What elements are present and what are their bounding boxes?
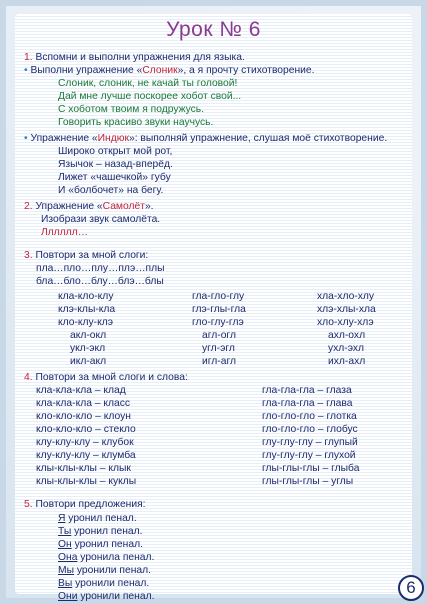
- syllable-row: бла…бло…блу…блэ…блы: [36, 276, 164, 287]
- section-3-title: Повтори за мной слоги:: [35, 250, 149, 261]
- exercise-indyuk-post: »: выполняй упражнение, слушая моё стихотворение.: [128, 133, 388, 144]
- syllable-kl: укл-экл: [70, 343, 106, 354]
- word-pair-right: глу-глу-глу – глупый: [262, 437, 358, 448]
- poem-1-line: Говорить красиво звуки научусь.: [58, 117, 214, 128]
- sentence-rest: уронил пенал.: [71, 526, 143, 537]
- word-pair-left: клу-клу-клу – клубок: [36, 437, 134, 448]
- syllable-gl: игл-агл: [202, 356, 236, 367]
- syllable-kl: клэ-клы-кла: [58, 304, 116, 315]
- syllable-gl: гло-глу-глэ: [192, 317, 244, 328]
- syllable-hl: ихл-ахл: [328, 356, 366, 367]
- section-5-title: Повтори предложения:: [35, 499, 146, 510]
- bullet-icon: •: [24, 133, 28, 144]
- word-pair-right: гло-гло-гло – глобус: [262, 424, 358, 435]
- poem-1-line: Слоник, слоник, не качай ты головой!: [58, 78, 238, 89]
- section-4-heading: [24, 372, 188, 384]
- section-2-name: Самолёт: [102, 201, 145, 212]
- word-pair-right: глы-глы-глы – углы: [262, 476, 354, 487]
- sentence-rest: уронил пенал.: [71, 539, 143, 550]
- exercise-slonik-post: », а я прочту стихотворение.: [177, 65, 315, 76]
- sentence: [58, 526, 143, 538]
- word-pair-left: кла-кла-кла – клад: [36, 385, 126, 396]
- syllable-kl: акл-окл: [70, 330, 107, 341]
- syllable-hl: хлэ-хлы-хла: [317, 304, 376, 315]
- poem-2-line: Широко открыт мой рот,: [58, 146, 173, 157]
- word-pair-right: глы-глы-глы – глыба: [262, 463, 360, 474]
- sentence-pronoun: Он: [58, 539, 72, 550]
- section-4-number: 4.: [24, 372, 33, 383]
- syllable-row: пла…пло…плу…плэ…плы: [36, 263, 165, 274]
- word-pair-left: клы-клы-клы – куклы: [36, 476, 137, 487]
- syllable-gl: агл-огл: [202, 330, 236, 341]
- word-pair-right: гло-гло-гло – глотка: [262, 411, 357, 422]
- sentence-pronoun: Они: [58, 591, 78, 602]
- word-pair-left: клу-клу-клу – клумба: [36, 450, 136, 461]
- syllable-gl: угл-эгл: [202, 343, 235, 354]
- section-1-heading: [24, 52, 245, 64]
- syllable-kl: кла-кло-клу: [58, 291, 114, 302]
- sentence-pronoun: Она: [58, 552, 78, 563]
- section-2-sound: Лллллл…: [41, 227, 89, 238]
- syllable-gl: глэ-глы-гла: [192, 304, 246, 315]
- word-pair-left: кло-кло-кло – клоун: [36, 411, 131, 422]
- sentence-rest: уронили пенал.: [72, 578, 150, 589]
- section-2-pre: Упражнение «: [35, 201, 103, 212]
- sentence: [58, 565, 151, 577]
- exercise-slonik-name: Слоник: [142, 65, 178, 76]
- section-4-title: Повтори за мной слоги и слова:: [35, 372, 188, 383]
- sentence: [58, 578, 149, 590]
- exercise-indyuk: [24, 133, 387, 145]
- section-3-number: 3.: [24, 250, 33, 261]
- poem-1-line: Дай мне лучше поскорее хобот свой...: [58, 91, 242, 102]
- section-2-instruction: Изобрази звук самолёта.: [41, 214, 161, 225]
- sentence-rest: уронили пенал.: [77, 591, 155, 602]
- section-5-heading: [24, 499, 146, 511]
- sentence-pronoun: Вы: [58, 578, 73, 589]
- page-title: Урок № 6: [166, 18, 261, 41]
- word-pair-right: гла-гла-гла – глава: [262, 398, 353, 409]
- syllable-kl: кло-клу-клэ: [58, 317, 113, 328]
- exercise-slonik: [24, 65, 315, 77]
- page-number: 6: [398, 575, 424, 601]
- sentence-pronoun: Ты: [58, 526, 72, 537]
- sentence-rest: уронила пенал.: [77, 552, 155, 563]
- section-5-number: 5.: [24, 499, 33, 510]
- poem-2-line: Язычок – назад-вперёд.: [58, 159, 173, 170]
- sentence: [58, 591, 154, 603]
- word-pair-right: гла-гла-гла – глаза: [262, 385, 352, 396]
- sentence-pronoun: Я: [58, 513, 66, 524]
- sentence: [58, 552, 154, 564]
- syllable-hl: ухл-эхл: [328, 343, 365, 354]
- poem-1-line: С хоботом твоим я подружусь.: [58, 104, 205, 115]
- word-pair-left: кла-кла-кла – класс: [36, 398, 131, 409]
- syllable-hl: ахл-охл: [328, 330, 366, 341]
- bullet-icon: •: [24, 65, 28, 76]
- syllable-hl: хло-хлу-хлэ: [317, 317, 374, 328]
- syllable-kl: икл-акл: [70, 356, 107, 367]
- exercise-indyuk-name: Индюк: [97, 133, 129, 144]
- sentence-rest: уронили пенал.: [73, 565, 151, 576]
- word-pair-right: глу-глу-глу – глухой: [262, 450, 356, 461]
- sentence-pronoun: Мы: [58, 565, 74, 576]
- sentence: [58, 513, 137, 525]
- sentence: [58, 539, 143, 551]
- word-pair-left: кло-кло-кло – стекло: [36, 424, 136, 435]
- word-pair-left: клы-клы-клы – клык: [36, 463, 131, 474]
- section-2-heading: [24, 201, 154, 213]
- syllable-hl: хла-хло-хлу: [317, 291, 375, 302]
- section-1-text: Вспомни и выполни упражнения для языка.: [35, 52, 245, 63]
- exercise-indyuk-pre: Упражнение «: [30, 133, 98, 144]
- sentence-rest: уронил пенал.: [65, 513, 137, 524]
- poem-2-line: И «болбочет» на бегу.: [58, 185, 164, 196]
- exercise-slonik-pre: Выполни упражнение «: [30, 65, 143, 76]
- section-3-heading: [24, 250, 148, 262]
- section-2-number: 2.: [24, 201, 33, 212]
- syllable-gl: гла-гло-глу: [192, 291, 245, 302]
- section-2-post: ».: [144, 201, 154, 212]
- section-1-number: 1.: [24, 52, 33, 63]
- poem-2-line: Лижет «чашечкой» губу: [58, 172, 171, 183]
